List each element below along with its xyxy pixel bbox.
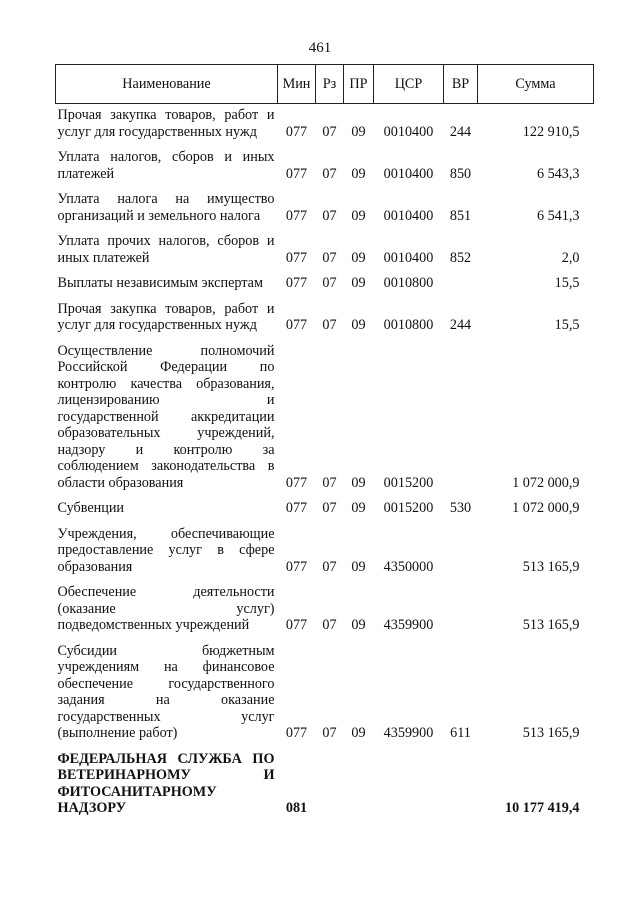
cell-rz: 07 — [322, 474, 337, 491]
table-row — [56, 104, 594, 147]
column-header-sum: Сумма — [478, 65, 594, 104]
column-header-csr: ЦСР — [374, 65, 444, 104]
cell-min: 077 — [285, 123, 308, 140]
cell-pr: 09 — [351, 474, 366, 491]
cell-rz: 07 — [322, 617, 337, 633]
cell-pr: 09 — [351, 617, 366, 633]
cell-name: Субвенции — [57, 500, 125, 516]
cell-rz: 07 — [322, 275, 337, 291]
cell-sum: 15,5 — [554, 317, 580, 333]
cell-csr: 0010400 — [383, 123, 434, 140]
cell-csr — [374, 748, 444, 823]
cell-vr: 850 — [449, 165, 472, 182]
cell-vr: 244 — [449, 317, 472, 333]
cell-sum: 6 543,3 — [536, 165, 580, 182]
cell-vr — [444, 581, 478, 640]
cell-sum: 6 541,3 — [536, 207, 580, 224]
budget-table — [55, 64, 594, 823]
cell-rz: 07 — [322, 500, 337, 516]
cell-vr: 852 — [449, 249, 472, 266]
cell-name: Субсидии бюджетным учреждениям на финансовое обеспечение государственного задания на оказание государственных услуг (выполнение работ) — [57, 642, 275, 741]
column-header-rz: Рз — [316, 65, 344, 104]
cell-name: Уплата налога на имущество организаций и земельного налога — [57, 191, 275, 224]
column-header-pr: ПР — [344, 65, 374, 104]
table-header-row — [56, 65, 594, 104]
cell-sum: 15,5 — [554, 275, 580, 291]
cell-name: Уплата налогов, сборов и иных платежей — [57, 149, 275, 182]
cell-vr: 611 — [450, 725, 471, 741]
cell-csr: 4359900 — [383, 725, 434, 741]
cell-vr — [444, 340, 478, 498]
cell-vr — [444, 272, 478, 298]
cell-vr: 851 — [449, 207, 472, 224]
cell-rz: 07 — [322, 558, 337, 575]
cell-csr: 0010800 — [383, 317, 434, 333]
cell-csr: 0010400 — [383, 207, 434, 224]
table-row — [56, 497, 594, 523]
cell-pr: 09 — [351, 249, 366, 266]
cell-rz: 07 — [322, 165, 337, 182]
cell-sum: 513 165,9 — [522, 617, 580, 633]
column-header-min: Мин — [278, 65, 316, 104]
cell-min: 077 — [285, 165, 308, 182]
cell-pr: 09 — [351, 207, 366, 224]
cell-rz: 07 — [322, 123, 337, 140]
cell-rz: 07 — [322, 249, 337, 266]
cell-rz: 07 — [322, 207, 337, 224]
cell-pr: 09 — [351, 123, 366, 140]
cell-vr — [444, 523, 478, 582]
table-row — [56, 640, 594, 748]
cell-min: 077 — [285, 500, 308, 516]
cell-min: 077 — [285, 725, 308, 741]
cell-min: 077 — [285, 207, 308, 224]
cell-sum: 10 177 419,4 — [505, 800, 580, 816]
cell-pr: 09 — [351, 165, 366, 182]
table-body — [56, 104, 594, 823]
table-row — [56, 523, 594, 582]
page-number: 461 — [308, 40, 332, 56]
cell-min: 077 — [285, 474, 308, 491]
table-row — [56, 146, 594, 188]
table-row — [56, 298, 594, 340]
cell-pr: 09 — [351, 317, 366, 333]
cell-csr: 0010400 — [383, 249, 434, 266]
table-row — [56, 188, 594, 230]
cell-vr: 244 — [449, 123, 472, 140]
cell-sum: 2,0 — [561, 249, 580, 266]
cell-vr: 530 — [449, 500, 472, 516]
cell-pr: 09 — [351, 500, 366, 516]
cell-sum: 513 165,9 — [522, 725, 580, 741]
table-row — [56, 230, 594, 272]
cell-csr: 0010800 — [383, 275, 434, 291]
cell-min: 077 — [285, 617, 308, 633]
cell-min: 077 — [285, 558, 308, 575]
cell-name: Прочая закупка товаров, работ и услуг для государственных нужд — [57, 107, 275, 140]
cell-name: Обеспечение деятельности (оказание услуг) подведомственных учреждений — [57, 584, 275, 633]
cell-csr: 4359900 — [383, 617, 434, 633]
cell-pr: 09 — [351, 725, 366, 741]
cell-csr: 0010400 — [383, 165, 434, 182]
cell-name: Учреждения, обеспечивающие предоставление услуг в сфере образования — [57, 525, 275, 575]
cell-csr: 0015200 — [383, 500, 434, 516]
cell-csr: 0015200 — [383, 474, 434, 491]
cell-pr: 09 — [351, 275, 366, 291]
column-header-vr: ВР — [444, 65, 478, 104]
cell-min: 081 — [285, 800, 308, 816]
cell-sum: 122 910,5 — [522, 123, 580, 140]
cell-rz — [316, 748, 344, 823]
cell-sum: 513 165,9 — [522, 558, 580, 575]
table-row — [56, 748, 594, 823]
cell-pr — [344, 748, 374, 823]
cell-csr: 4350000 — [383, 558, 434, 575]
cell-sum: 1 072 000,9 — [512, 500, 580, 516]
table-row — [56, 581, 594, 640]
cell-pr: 09 — [351, 558, 366, 575]
cell-name: Осуществление полномочий Российской Федерации по контролю качества образования, лицензированию и государственной аккредитации образовательных учреждений, надзору и контролю за соблюдением законодательства в области образования — [57, 342, 275, 491]
cell-rz: 07 — [322, 317, 337, 333]
cell-name: ФЕДЕРАЛЬНАЯ СЛУЖБА ПО ВЕТЕРИНАРНОМУ И ФИТОСАНИТАРНОМУ НАДЗОРУ — [57, 750, 275, 816]
cell-sum: 1 072 000,9 — [512, 474, 580, 491]
column-header-name: Наименование — [56, 65, 278, 104]
cell-rz: 07 — [322, 725, 337, 741]
cell-min: 077 — [285, 275, 308, 291]
cell-name: Уплата прочих налогов, сборов и иных платежей — [57, 233, 275, 266]
cell-min: 077 — [285, 317, 308, 333]
cell-name: Прочая закупка товаров, работ и услуг для государственных нужд — [57, 300, 275, 333]
cell-min: 077 — [285, 249, 308, 266]
cell-vr — [444, 748, 478, 823]
table-row — [56, 340, 594, 498]
cell-name: Выплаты независимым экспертам — [57, 275, 263, 291]
table-row — [56, 272, 594, 298]
